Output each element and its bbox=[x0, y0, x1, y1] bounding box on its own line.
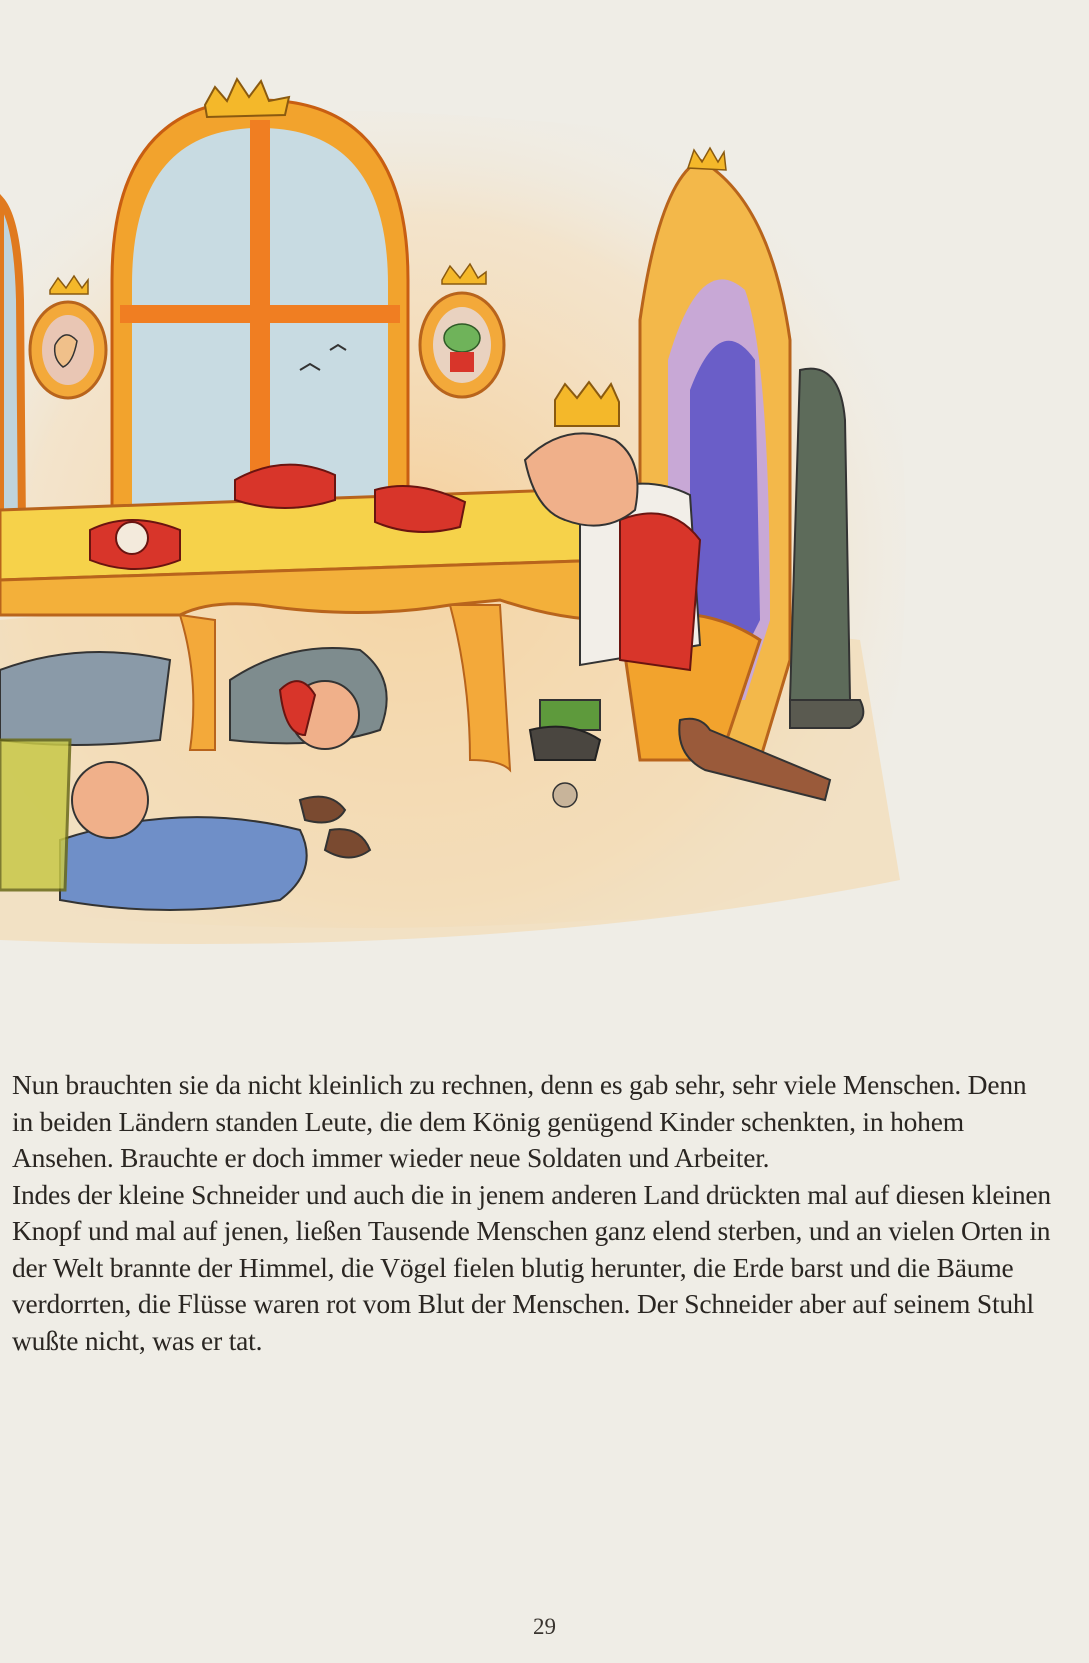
left-window-edge bbox=[0, 200, 22, 530]
illustration bbox=[0, 60, 1089, 960]
paragraph-2: Indes der kleine Schneider und auch die in jenem anderen Land drückten mal auf diesen kleinen Knopf und mal auf jenen, ließen Tausende Menschen ganz elend sterben, und an vielen Orten in der Welt brannte der Himmel, die Vögel fielen blutig herunter, die Erde barst und die Bäume verdorrten, die Flüsse waren rot vom Blut der Menschen. Der Schneider aber auf seinem Stuhl wußte nicht, was er tat. bbox=[12, 1178, 1051, 1356]
telephone-left bbox=[90, 520, 180, 569]
kneeling-figure-left bbox=[0, 652, 170, 745]
page-number: 29 bbox=[533, 1614, 556, 1639]
paragraph-1: Nun brauchten sie da nicht kleinlich zu rechnen, denn es gab sehr, sehr viele Menschen. Denn in beiden Ländern standen Leute, die dem König genügend Kinder schenkten, in hohem Ansehen. Brauchte er doch immer wieder neue Soldaten und Arbeiter. bbox=[12, 1069, 1027, 1173]
story-text bbox=[12, 1067, 1052, 1359]
